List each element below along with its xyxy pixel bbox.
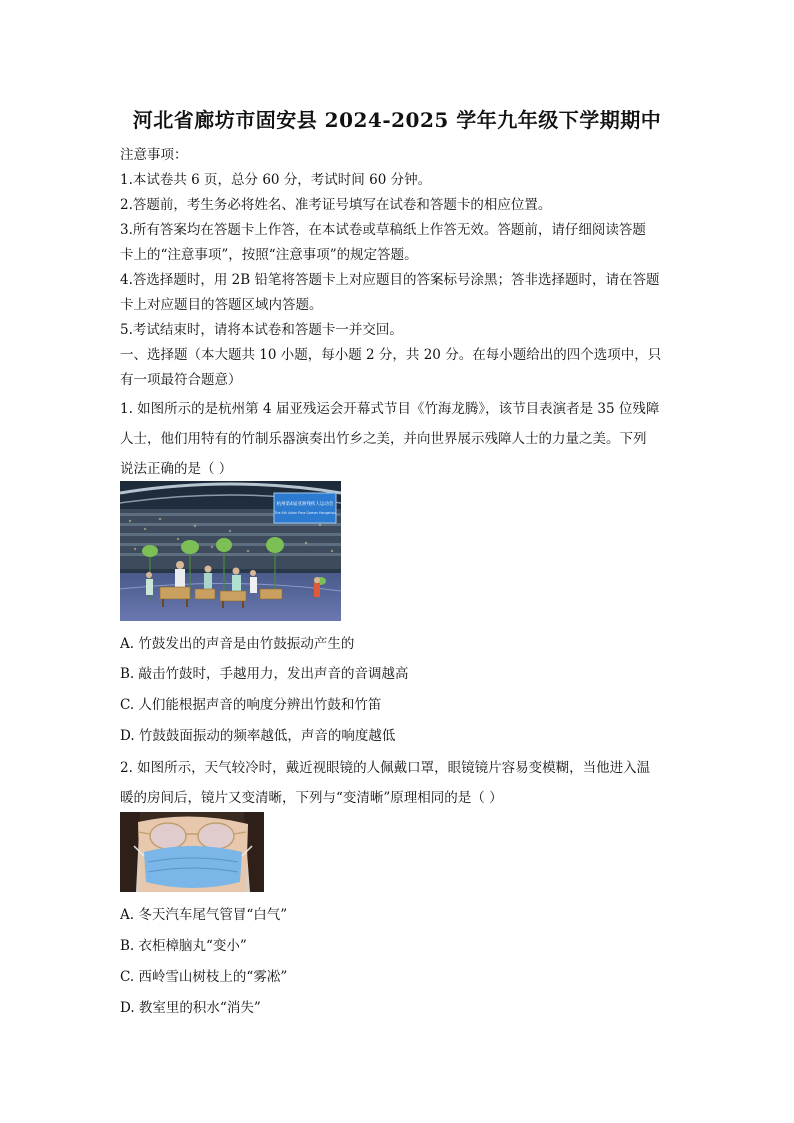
notice-heading: 注意事项： [120,147,188,163]
question-2-stem: 暖的房间后，镜片又变清晰，下列与“变清晰”原理相同的是（ ） [120,790,503,806]
notice-item: 卡上的“注意事项”，按照“注意事项”的规定答题。 [120,247,418,263]
question-2-photo [120,812,264,892]
exam-title: 河北省廊坊市固安县 2024-2025 学年九年级下学期期中 [132,108,662,132]
notice-item: 4.答选择题时，用 2B 铅笔将答题卡上对应题目的答案标号涂黑；答非选择题时，请在答题 [120,272,660,288]
section-heading-cont: 有一项最符合题意） [120,372,242,388]
notice-item: 2.答题前，考生务必将姓名、准考证号填写在试卷和答题卡的相应位置。 [120,197,552,213]
section-heading: 一、选择题（本大题共 10 小题，每小题 2 分，共 20 分。在每小题给出的四个选项中，只 [120,347,662,363]
question-1-option-b: B. 敲击竹鼓时，手越用力，发出声音的音调越高 [120,666,409,682]
question-1-photo [120,481,341,621]
notice-item: 3.所有答案均在答题卡上作答，在本试卷或草稿纸上作答无效。答题前，请仔细阅读答题 [120,222,646,238]
question-1-stem: 1. 如图所示的是杭州第 4 届亚残运会开幕式节目《竹海龙腾》，该节目表演者是 35 位残障 [120,401,660,417]
question-1-option-c: C. 人们能根据声音的响度分辨出竹鼓和竹笛 [120,697,382,713]
question-2-option-a: A. 冬天汽车尾气管冒“白气” [120,907,288,923]
notice-item: 1.本试卷共 6 页，总分 60 分，考试时间 60 分钟。 [120,172,432,188]
notice-item: 5.考试结束时，请将本试卷和答题卡一并交回。 [120,322,403,338]
question-2-stem: 2. 如图所示，天气较冷时，戴近视眼镜的人佩戴口罩，眼镜镜片容易变模糊，当他进入温 [120,760,651,776]
question-2-option-c: C. 西岭雪山树枝上的“雾凇” [120,969,288,985]
question-1-option-a: A. 竹鼓发出的声音是由竹鼓振动产生的 [120,636,355,652]
question-2-option-d: D. 教室里的积水“消失” [120,1000,261,1016]
screen-caption-en: The 4th Asian Para Games Hangzhou [274,511,336,515]
question-1-option-d: D. 竹鼓鼓面振动的频率越低，声音的响度越低 [120,728,396,744]
question-2-option-b: B. 衣柜樟脑丸“变小” [120,938,247,954]
question-1-stem: 说法正确的是（ ） [120,461,233,477]
notice-item: 卡上对应题目的答题区域内答题。 [120,297,323,313]
screen-caption-cn: 杭州第4届亚洲残疾人运动会 [276,502,334,507]
question-1-stem: 人士，他们用特有的竹制乐器演奏出竹乡之美，并向世界展示残障人士的力量之美。下列 [120,431,647,447]
